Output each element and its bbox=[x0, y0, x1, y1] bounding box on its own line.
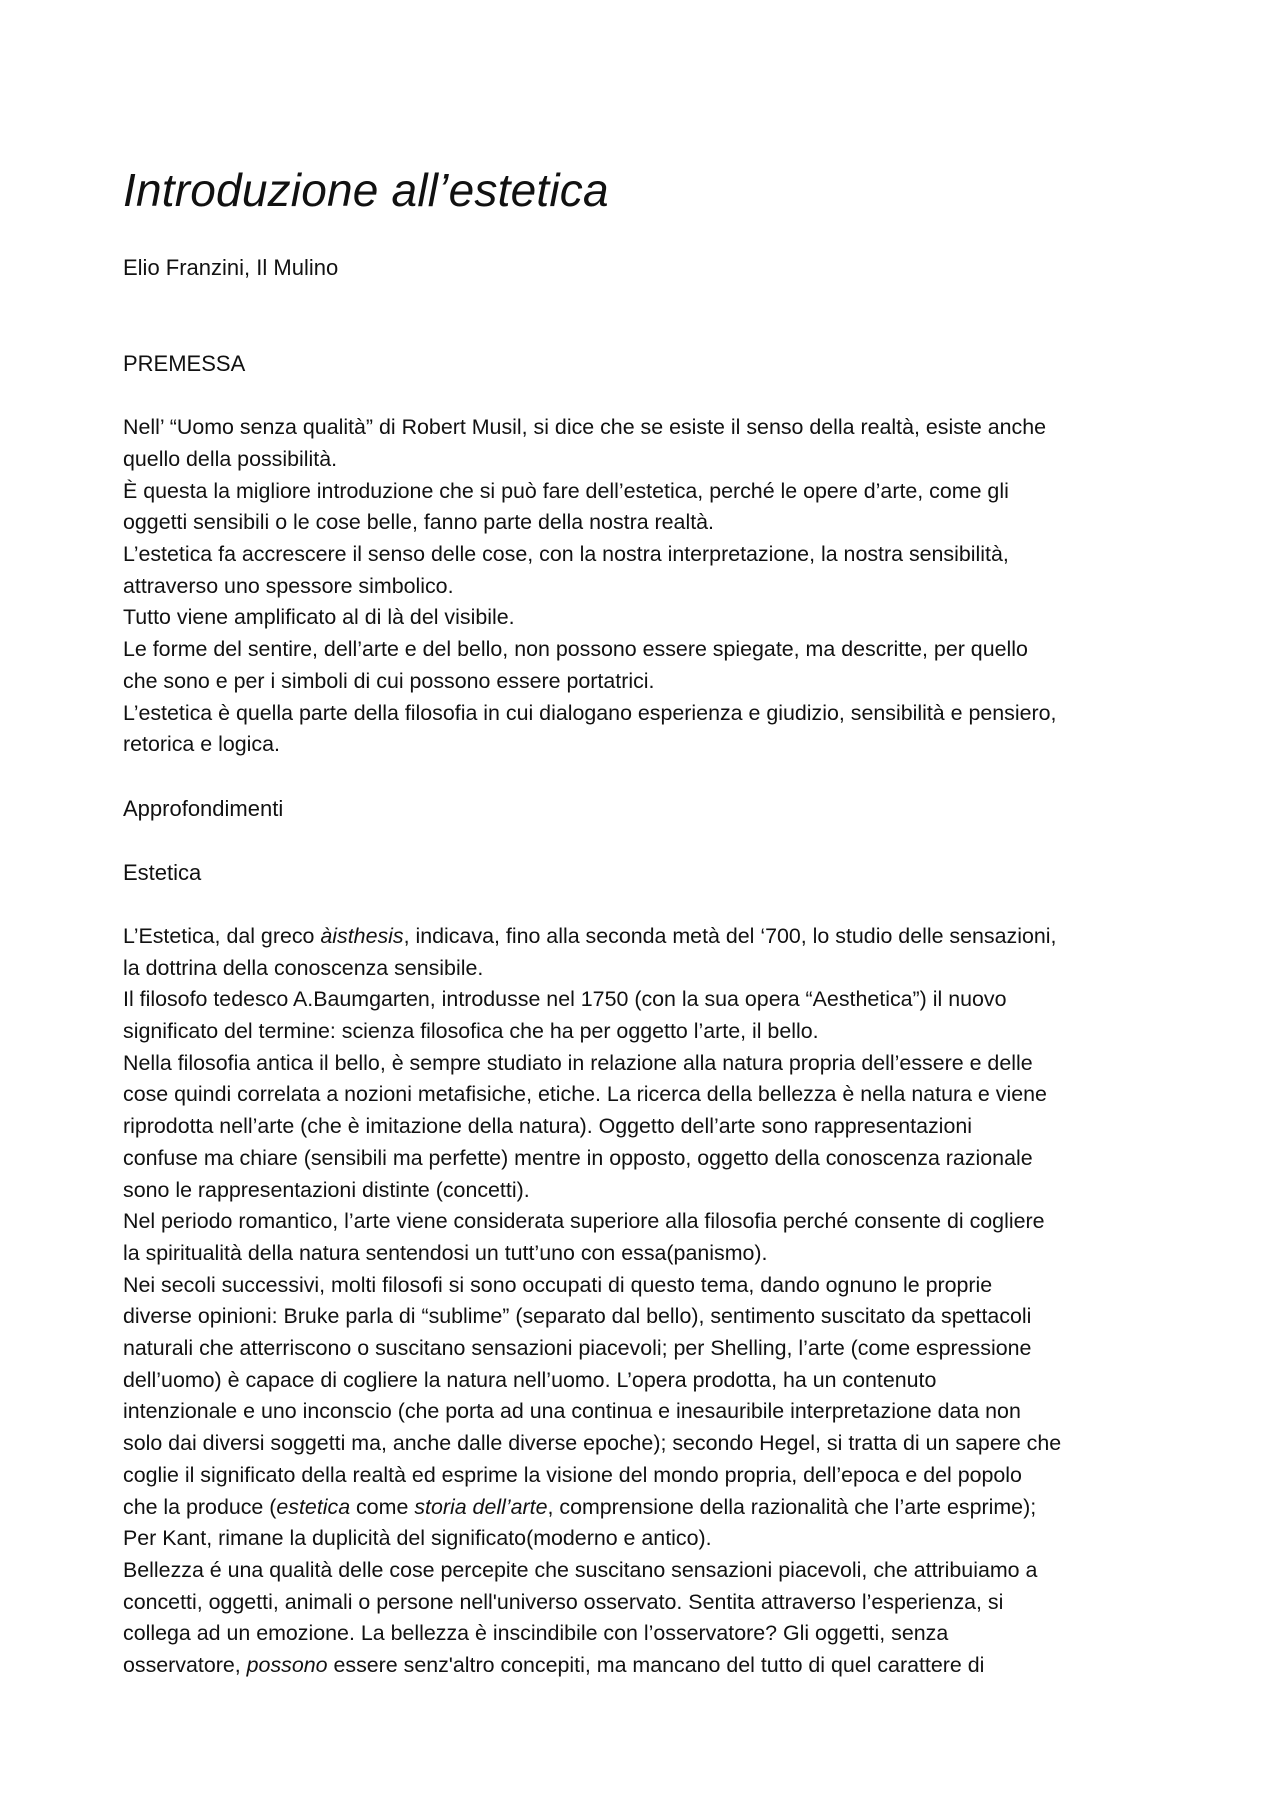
text-run: Il filosofo tedesco A.Baumgarten, introdusse nel 1750 (con la sua opera “Aesthetica”) il nuovo bbox=[123, 987, 1007, 1012]
text-line: Nell’ “Uomo senza qualità” di Robert Musil, si dice che se esiste il senso della realtà, esiste anche bbox=[123, 415, 1047, 440]
text-run: sono le rappresentazioni distinte (concetti). bbox=[123, 1177, 530, 1202]
text-line bbox=[123, 1301, 1173, 1333]
italic-run: possono bbox=[246, 1653, 328, 1678]
text-line bbox=[123, 1587, 1173, 1619]
text-line bbox=[123, 1396, 1173, 1428]
text-line bbox=[123, 1079, 1173, 1111]
text-line: L’estetica fa accrescere il senso delle cose, con la nostra interpretazione, la nostra sensibilità, bbox=[123, 542, 1009, 566]
text-run: Nei secoli successivi, molti filosofi si sono occupati di questo tema, dando ognuno le proprie bbox=[123, 1272, 993, 1297]
text-run: la dottrina della conoscenza sensibile. bbox=[123, 955, 484, 980]
text-line: quello della possibilità. bbox=[123, 446, 338, 471]
text-line bbox=[123, 1111, 1173, 1143]
italic-run: estetica bbox=[276, 1494, 351, 1519]
approfondimenti-heading: Approfondimenti bbox=[123, 795, 284, 821]
text-line: che sono e per i simboli di cui possono essere portatrici. bbox=[123, 668, 655, 693]
document-title: Introduzione all’estetica bbox=[123, 164, 609, 216]
text-run: coglie il significato della realtà ed esprime la visione del mondo propria, dell’epoca e del popolo bbox=[123, 1462, 1022, 1487]
text-run: , comprensione della razionalità che l’arte esprime); bbox=[547, 1494, 1037, 1519]
text-line bbox=[123, 1270, 1173, 1302]
text-line bbox=[123, 921, 1173, 953]
text-line bbox=[123, 1618, 1173, 1650]
text-run: naturali che atterriscono o suscitano sensazioni piacevoli; per Shelling, l’arte (come espressione bbox=[123, 1336, 1032, 1361]
text-run: cose quindi correlata a nozioni metafisiche, etiche. La ricerca della bellezza è nella natura e viene bbox=[123, 1082, 1047, 1107]
text-run: come bbox=[350, 1494, 415, 1519]
text-run: concetti, oggetti, animali o persone nell'universo osservato. Sentita attraverso l’esperienza, si bbox=[123, 1589, 1004, 1614]
text-run: che la produce ( bbox=[123, 1494, 277, 1519]
premessa-heading: PREMESSA bbox=[123, 351, 246, 377]
text-line bbox=[123, 1650, 1173, 1682]
premessa-paragraph bbox=[123, 412, 1173, 761]
text-line bbox=[123, 1175, 1173, 1207]
text-run: essere senz'altro concepiti, ma mancano del tutto di quel carattere di bbox=[327, 1653, 985, 1678]
text-line: Le forme del sentire, dell’arte e del bello, non possono essere spiegate, ma descritte, per quello bbox=[123, 637, 1028, 662]
text-run: solo dai diversi soggetti ma, anche dalle diverse epoche); secondo Hegel, si tratta di un sapere che bbox=[123, 1431, 1062, 1456]
text-run: Nel periodo romantico, l’arte viene considerata superiore alla filosofia perché consente di cogliere bbox=[123, 1209, 1045, 1234]
text-line bbox=[123, 1048, 1173, 1080]
text-line bbox=[123, 1238, 1173, 1270]
text-line bbox=[123, 1333, 1173, 1365]
text-line bbox=[123, 953, 1173, 985]
text-run: Per Kant, rimane la duplicità del significato(moderno e antico). bbox=[123, 1526, 712, 1551]
text-line: Tutto viene amplificato al di là del visibile. bbox=[123, 605, 515, 630]
text-run: osservatore, bbox=[123, 1653, 247, 1678]
text-line bbox=[123, 1555, 1173, 1587]
text-line bbox=[123, 1365, 1173, 1397]
text-line bbox=[123, 1460, 1173, 1492]
text-line: È questa la migliore introduzione che si può fare dell’estetica, perché le opere d’arte, come gli bbox=[123, 478, 1009, 503]
author-line: Elio Franzini, Il Mulino bbox=[123, 255, 339, 281]
text-run: riprodotta nell’arte (che è imitazione della natura). Oggetto dell’arte sono rappresentazioni bbox=[123, 1114, 972, 1139]
text-run: Bellezza é una qualità delle cose percepite che suscitano sensazioni piacevoli, che attribuiamo a bbox=[123, 1557, 1038, 1582]
estetica-paragraph bbox=[123, 921, 1173, 1682]
text-run: dell’uomo) è capace di cogliere la natura nell’uomo. L’opera prodotta, ha un contenuto bbox=[123, 1367, 937, 1392]
text-line bbox=[123, 1016, 1173, 1048]
italic-run: àisthesis bbox=[320, 923, 404, 948]
text-line bbox=[123, 1206, 1173, 1238]
text-line: L’estetica è quella parte della filosofia in cui dialogano esperienza e giudizio, sensibilità e pensiero, bbox=[123, 700, 1057, 725]
text-run: significato del termine: scienza filosofica che ha per oggetto l’arte, il bello. bbox=[123, 1019, 819, 1044]
text-line bbox=[123, 1523, 1173, 1555]
text-run: collega ad un emozione. La bellezza è inscindibile con l’osservatore? Gli oggetti, senza bbox=[123, 1621, 949, 1646]
estetica-subheading: Estetica bbox=[123, 859, 202, 885]
text-run: , indicava, fino alla seconda metà del ‘700, lo studio delle sensazioni, bbox=[403, 923, 1057, 948]
text-line: attraverso uno spessore simbolico. bbox=[123, 573, 454, 598]
text-run: intenzionale e uno inconscio (che porta ad una continua e inesauribile interpretazione data non bbox=[123, 1399, 1021, 1424]
text-run: diverse opinioni: Bruke parla di “sublime” (separato dal bello), sentimento suscitato da spettacoli bbox=[123, 1304, 1032, 1329]
text-line bbox=[123, 1492, 1173, 1524]
text-line: retorica e logica. bbox=[123, 732, 280, 757]
text-run: confuse ma chiare (sensibili ma perfette) mentre in opposto, oggetto della conoscenza razionale bbox=[123, 1145, 1033, 1170]
italic-run: storia dell’arte bbox=[414, 1494, 548, 1519]
text-run: L’Estetica, dal greco bbox=[123, 923, 321, 948]
text-line: oggetti sensibili o le cose belle, fanno parte della nostra realtà. bbox=[123, 510, 714, 535]
text-line bbox=[123, 1428, 1173, 1460]
text-run: Nella filosofia antica il bello, è sempre studiato in relazione alla natura propria dell’essere e delle bbox=[123, 1050, 1033, 1075]
document-page bbox=[123, 150, 1173, 1682]
text-run: la spiritualità della natura sentendosi un tutt’uno con essa(panismo). bbox=[123, 1240, 768, 1265]
text-line bbox=[123, 984, 1173, 1016]
text-line bbox=[123, 1143, 1173, 1175]
